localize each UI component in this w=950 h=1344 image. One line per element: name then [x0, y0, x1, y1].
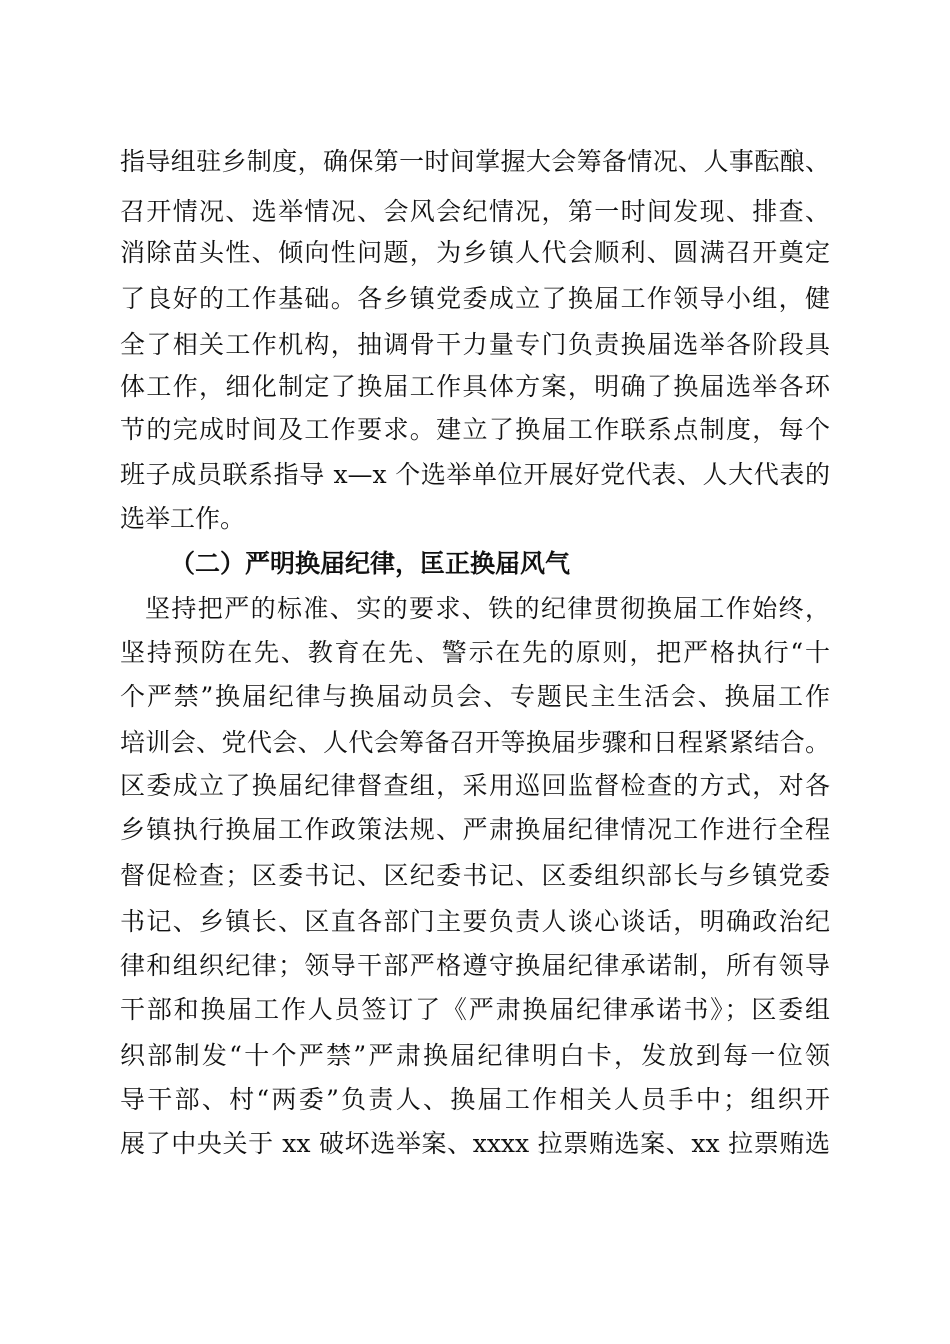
paragraph-line: 坚持预防在先、教育在先、警示在先的原则，把严格执行“十	[120, 638, 830, 667]
paragraph-line: 班子成员联系指导 x—x 个选举单位开展好党代表、人大代表的	[120, 460, 830, 489]
paragraph-line: 全了相关工作机构，抽调骨干力量专门负责换届选举各阶段具	[120, 330, 830, 359]
paragraph-line: 了良好的工作基础。各乡镇党委成立了换届工作领导小组，健	[120, 284, 830, 313]
paragraph-line: 坚持把严的标准、实的要求、铁的纪律贯彻换届工作始终，	[145, 594, 830, 623]
paragraph-line: 展了中央关于 xx 破坏选举案、xxxx 拉票贿选案、xx 拉票贿选	[120, 1129, 830, 1158]
paragraph-line: 干部和换届工作人员签订了《严肃换届纪律承诺书》；区委组	[120, 995, 830, 1024]
paragraph-line: 个严禁”换届纪律与换届动员会、专题民主生活会、换届工作	[120, 682, 830, 711]
paragraph-line: 导干部、村“两委”负责人、换届工作相关人员手中；组织开	[120, 1085, 830, 1114]
paragraph-line: 培训会、党代会、人代会筹备召开等换届步骤和日程紧紧结合。	[120, 728, 830, 757]
paragraph-line: 书记、乡镇长、区直各部门主要负责人谈心谈话，明确政治纪	[120, 907, 830, 936]
paragraph-line: 节的完成时间及工作要求。建立了换届工作联系点制度，每个	[120, 415, 830, 444]
paragraph-line: 织部制发“十个严禁”严肃换届纪律明白卡，发放到每一位领	[120, 1041, 830, 1070]
paragraph-line: 律和组织纪律；领导干部严格遵守换届纪律承诺制，所有领导	[120, 951, 830, 980]
paragraph-line: 选举工作。	[120, 504, 246, 533]
paragraph-line: 督促检查；区委书记、区纪委书记、区委组织部长与乡镇党委	[120, 861, 830, 890]
section-heading: （二）严明换届纪律，匡正换届风气	[170, 549, 571, 578]
paragraph-line: 指导组驻乡制度，确保第一时间掌握大会筹备情况、人事酝酿、	[120, 147, 830, 176]
paragraph-line: 体工作，细化制定了换届工作具体方案，明确了换届选举各环	[120, 372, 830, 401]
paragraph-line: 乡镇执行换届工作政策法规、严肃换届纪律情况工作进行全程	[120, 815, 830, 844]
paragraph-line: 区委成立了换届纪律督查组，采用巡回监督检查的方式，对各	[120, 771, 830, 800]
paragraph-line: 召开情况、选举情况、会风会纪情况，第一时间发现、排查、	[120, 197, 830, 226]
paragraph-line: 消除苗头性、倾向性问题，为乡镇人代会顺利、圆满召开奠定	[120, 238, 830, 267]
